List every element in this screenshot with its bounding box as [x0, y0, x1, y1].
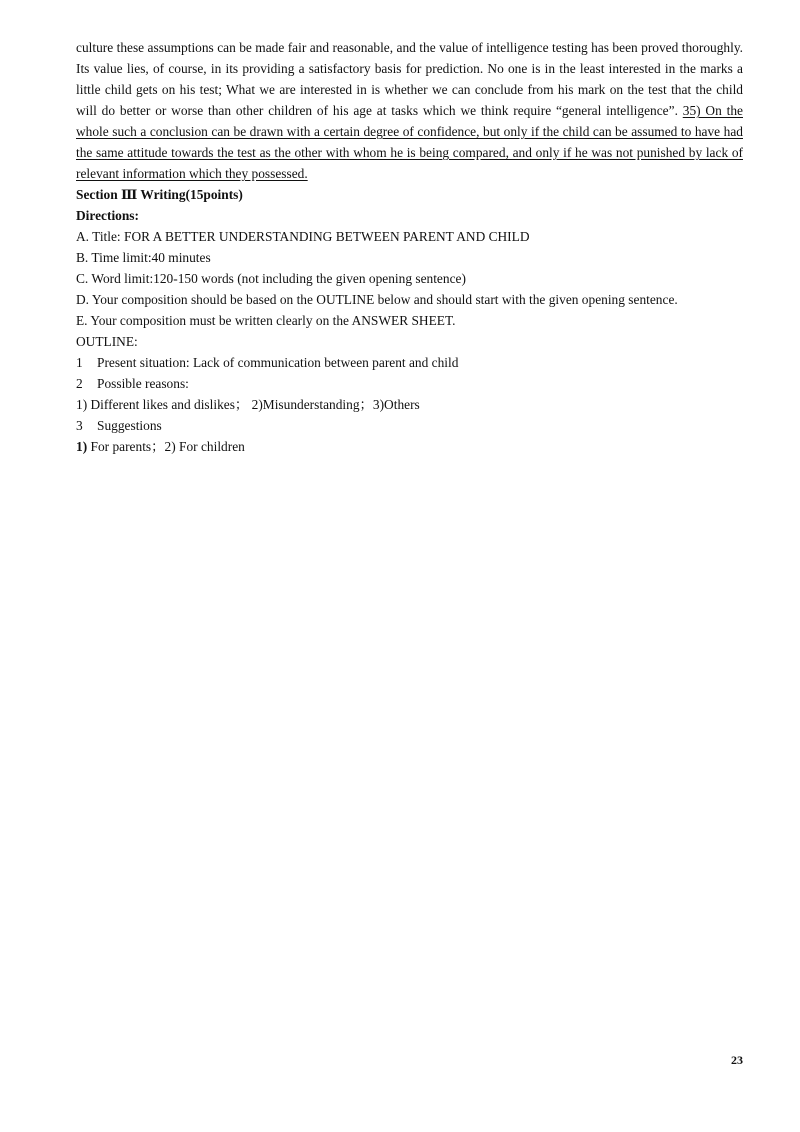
section-heading: Section Ⅲ Writing(15points) — [76, 187, 243, 202]
outline-item-3-sub-text: For parents；2) For children — [87, 439, 245, 454]
translation-sentence-35: 35) On the whole such a conclusion can be drawn with a certain degree of confidence, but only if the child can be assumed to have had the same attitude towards the test as the other with whom he is being compared, and only if he was not punished by lack of relevant information which they possessed. — [76, 103, 743, 181]
outline-item-2-sub: 1) Different likes and dislikes； 2)Misunderstanding；3)Others — [76, 397, 420, 412]
outline-item-2-number: 2 — [76, 376, 83, 391]
passage-text: culture these assumptions can be made fair and reasonable, and the value of intelligence testing has been proved thoroughly. Its value lies, of course, in its providing a satisfactory basis for prediction. No one is in the least interested in the marks a little child gets on his test; What we are interested in is whether we can conclude from his mark on the test that the child will do better or worse than other children of his age at tasks which we think require “general intelligence”. — [76, 40, 743, 118]
outline-item-3-sub-number: 1) — [76, 439, 88, 454]
outline-item-1-text: Present situation: Lack of communication between parent and child — [97, 355, 459, 370]
page-number: 23 — [731, 1053, 743, 1067]
direction-c: C. Word limit:120-150 words (not including the given opening sentence) — [76, 271, 466, 286]
outline-item-3-sub — [76, 436, 743, 457]
direction-e: E. Your composition must be written clearly on the ANSWER SHEET. — [76, 313, 456, 328]
outline-item-2 — [76, 373, 743, 394]
outline-item-3 — [76, 415, 743, 436]
direction-d: D. Your composition should be based on the OUTLINE below and should start with the given opening sentence. — [76, 292, 678, 307]
reading-passage — [76, 37, 743, 184]
outline-item-3-number: 3 — [76, 418, 83, 433]
page-content — [76, 37, 743, 457]
outline-item-2-text: Possible reasons: — [97, 376, 189, 391]
outline-item-3-text: Suggestions — [97, 418, 162, 433]
outline-item-1-number: 1 — [76, 355, 83, 370]
direction-a: A. Title: FOR A BETTER UNDERSTANDING BETWEEN PARENT AND CHILD — [76, 229, 530, 244]
directions-label: Directions: — [76, 208, 139, 223]
outline-item-1 — [76, 352, 743, 373]
direction-b: B. Time limit:40 minutes — [76, 250, 211, 265]
outline-label: OUTLINE: — [76, 334, 138, 349]
